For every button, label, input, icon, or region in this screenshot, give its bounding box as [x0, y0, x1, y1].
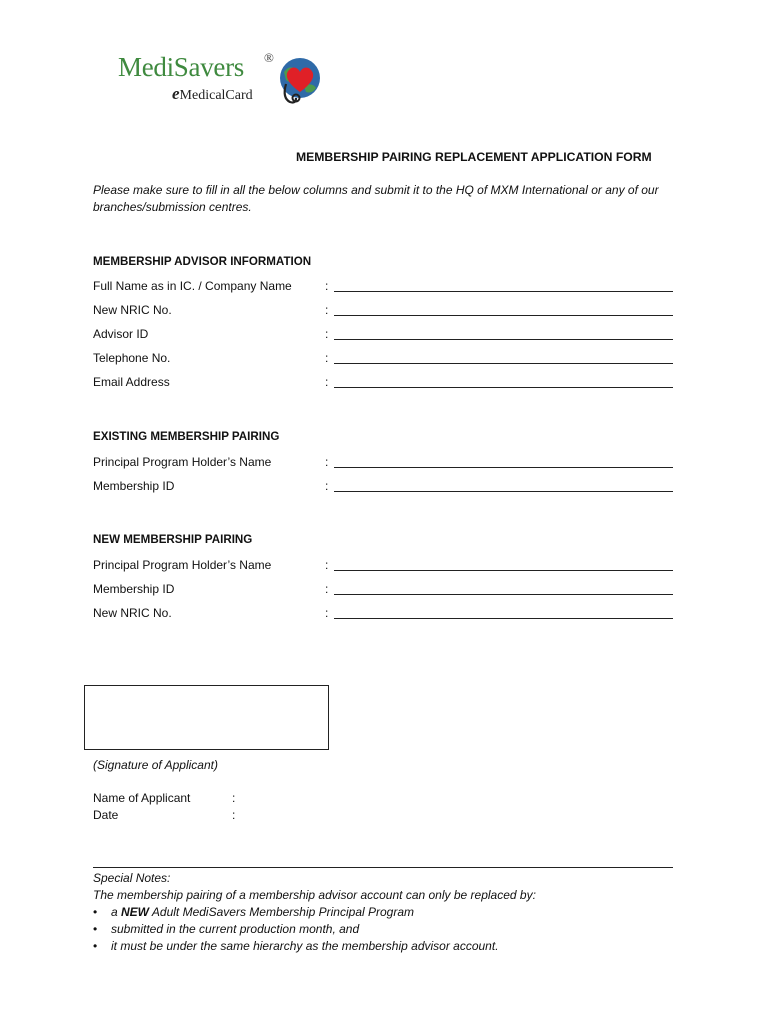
telephone-input-line[interactable]	[334, 363, 673, 364]
existing-holder-input-line[interactable]	[334, 467, 673, 468]
field-label: Email Address	[93, 375, 170, 389]
field-colon: :	[325, 582, 329, 596]
field-colon: :	[325, 479, 329, 493]
applicant-name-label: Name of Applicant	[93, 791, 191, 805]
field-row-advisor-id	[93, 327, 683, 343]
globe-heart-stethoscope-icon	[276, 54, 324, 110]
bullet-icon: •	[93, 922, 98, 936]
field-colon: :	[325, 375, 329, 389]
field-colon: :	[325, 351, 329, 365]
special-notes	[93, 870, 693, 955]
notes-lead: The membership pairing of a membership advisor account can only be replaced by:	[93, 888, 536, 902]
notes-item-2-text: submitted in the current production month, and	[111, 922, 360, 936]
date-row	[93, 808, 293, 824]
form-instructions: Please make sure to fill in all the below columns and submit it to the HQ of MXM International or any of our branches/submission centres.	[93, 183, 659, 214]
field-label: Membership ID	[93, 582, 175, 596]
field-label: Telephone No.	[93, 351, 171, 365]
medisavers-logo	[118, 52, 333, 112]
bullet-icon: •	[93, 939, 98, 953]
field-colon: :	[325, 455, 329, 469]
field-row-telephone	[93, 351, 683, 367]
field-label: New NRIC No.	[93, 303, 172, 317]
field-row-new-membership-id	[93, 582, 683, 598]
notes-heading: Special Notes:	[93, 871, 171, 885]
field-row-existing-membership-id	[93, 479, 683, 495]
section-heading-new: NEW MEMBERSHIP PAIRING	[93, 533, 253, 546]
bullet-icon: •	[93, 905, 98, 919]
field-row-email	[93, 375, 683, 391]
logo-brand-text: MediSavers	[118, 52, 244, 82]
field-colon: :	[325, 279, 329, 293]
form-title: MEMBERSHIP PAIRING REPLACEMENT APPLICATION FORM	[296, 150, 652, 164]
section-heading-advisor: MEMBERSHIP ADVISOR INFORMATION	[93, 255, 312, 268]
logo-sub-prefix: e	[172, 84, 180, 103]
new-nric-input-line[interactable]	[334, 618, 673, 619]
applicant-name-row	[93, 791, 293, 807]
field-label: Advisor ID	[93, 327, 149, 341]
field-colon: :	[325, 606, 329, 620]
signature-box[interactable]	[84, 685, 329, 750]
field-label: Principal Program Holder’s Name	[93, 455, 272, 469]
field-colon: :	[325, 327, 329, 341]
field-label: Membership ID	[93, 479, 175, 493]
signature-caption: (Signature of Applicant)	[93, 758, 218, 772]
notes-item-2	[93, 921, 693, 938]
new-membership-id-input-line[interactable]	[334, 594, 673, 595]
field-colon: :	[325, 558, 329, 572]
logo-subtitle	[172, 84, 253, 104]
existing-membership-id-input-line[interactable]	[334, 491, 673, 492]
advisor-id-input-line[interactable]	[334, 339, 673, 340]
notes-item-1-emphasis: NEW	[121, 905, 150, 919]
field-row-new-holder	[93, 558, 683, 574]
notes-list	[93, 904, 693, 955]
notes-item-3-text: it must be under the same hierarchy as the membership advisor account.	[111, 939, 499, 953]
field-colon: :	[325, 303, 329, 317]
full-name-input-line[interactable]	[334, 291, 673, 292]
notes-item-1-prefix: a	[111, 905, 122, 919]
registered-mark: ®	[264, 50, 274, 65]
field-row-new-nric	[93, 606, 683, 622]
field-row-existing-holder	[93, 455, 683, 471]
field-row-advisor-nric	[93, 303, 683, 319]
notes-item-1	[93, 904, 693, 921]
notes-item-1-suffix: Adult MediSavers Membership Principal Program	[149, 905, 415, 919]
field-label: Full Name as in IC. / Company Name	[93, 279, 292, 293]
notes-divider	[93, 867, 673, 868]
field-label: New NRIC No.	[93, 606, 172, 620]
advisor-nric-input-line[interactable]	[334, 315, 673, 316]
notes-item-3	[93, 938, 693, 955]
date-label: Date	[93, 808, 119, 822]
applicant-name-colon: :	[232, 791, 236, 805]
field-label: Principal Program Holder’s Name	[93, 558, 272, 572]
logo-sub-text: MedicalCard	[179, 88, 253, 103]
new-holder-input-line[interactable]	[334, 570, 673, 571]
field-row-full-name	[93, 279, 683, 295]
date-colon: :	[232, 808, 236, 822]
email-input-line[interactable]	[334, 387, 673, 388]
section-heading-existing: EXISTING MEMBERSHIP PAIRING	[93, 430, 280, 443]
